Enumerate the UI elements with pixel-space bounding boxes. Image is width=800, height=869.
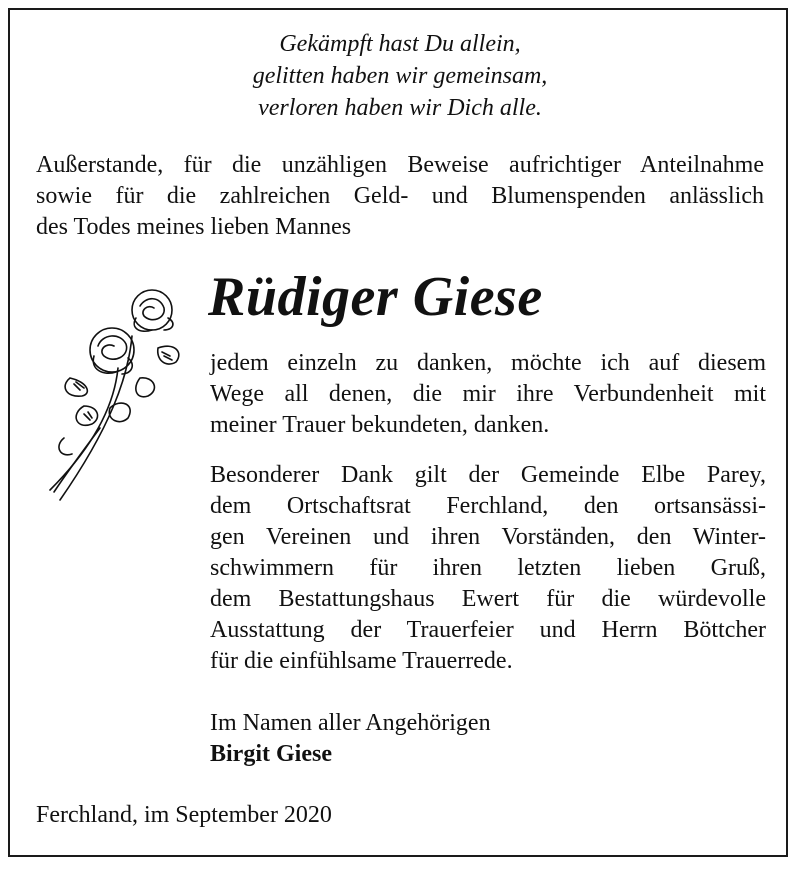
paragraph-line: meiner Trauer bekundeten, danken.: [210, 412, 550, 438]
paragraph-line: Ausstattung der Trauerfeier und Herrn Böttcher: [210, 617, 766, 643]
poem-line: gelitten haben wir gemeinsam,: [252, 63, 548, 89]
paragraph-line: Wege all denen, die mir ihre Verbundenheit mit: [210, 381, 766, 407]
rose-illustration-icon: [40, 278, 200, 508]
place-date: Ferchland, im September 2020: [36, 802, 332, 828]
paragraph-line: schwimmern für ihren letzten lieben Gruß,: [210, 555, 766, 581]
intro-line: Außerstande, für die unzähligen Beweise aufrichtiger Anteilnahme: [36, 152, 764, 178]
signature-line: Im Namen aller Angehörigen: [210, 710, 491, 736]
poem: [0, 28, 800, 124]
special-thanks-paragraph: [210, 460, 766, 677]
paragraph-line: dem Bestattungshaus Ewert für die würdevolle: [210, 586, 766, 612]
intro-text: [36, 150, 764, 243]
intro-line: sowie für die zahlreichen Geld- und Blumenspenden anlässlich: [36, 183, 764, 209]
paragraph-line: Besonderer Dank gilt der Gemeinde Elbe Parey,: [210, 462, 766, 488]
signature-name: Birgit Giese: [210, 741, 332, 767]
paragraph-line: jedem einzeln zu danken, möchte ich auf diesem: [210, 350, 766, 376]
signature: [210, 708, 491, 770]
deceased-name: Rüdiger Giese: [208, 266, 543, 328]
paragraph-line: dem Ortschaftsrat Ferchland, den ortsansässi-: [210, 493, 766, 519]
thanks-paragraph: [210, 348, 766, 441]
intro-line: des Todes meines lieben Mannes: [36, 214, 352, 240]
poem-line: Gekämpft hast Du allein,: [279, 31, 521, 57]
paragraph-line: für die einfühlsame Trauerrede.: [210, 648, 513, 674]
paragraph-line: gen Vereinen und ihren Vorständen, den Winter-: [210, 524, 766, 550]
poem-line: verloren haben wir Dich alle.: [258, 95, 542, 121]
